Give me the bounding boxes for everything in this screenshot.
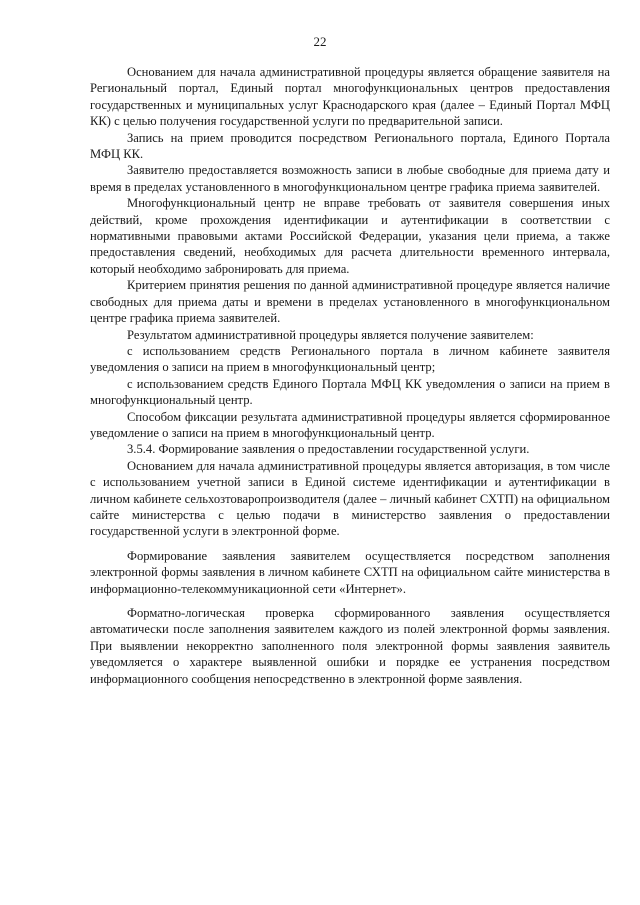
paragraph: Запись на прием проводится посредством Регионального портала, Единого Портала МФЦ КК. — [90, 130, 610, 162]
paragraph: Результатом административной процедуры является получение заявителем: — [127, 327, 534, 342]
paragraph: Основанием для начала административной процедуры является авторизация, в том числе с использованием учетной записи в Единой системе идентификации и аутентификации в личном кабинете сельхозтоваропроизводителя (далее – личный кабинет СХТП) на официальном сайте министерства с целью подачи в министерство заявления о предоставлении государственной услуги в электронной форме. — [90, 458, 610, 539]
paragraph: с использованием средств Единого Портала МФЦ КК уведомления о записи на прием в многофункциональный центр. — [90, 376, 610, 408]
paragraph: Формирование заявления заявителем осуществляется посредством заполнения электронной формы заявления в личном кабинете СХТП на официальном сайте министерства в информационно-телекоммуникационной сети «Интернет». — [90, 548, 610, 596]
paragraph: с использованием средств Регионального портала в личном кабинете заявителя уведомления о записи на прием в многофункциональный центр; — [90, 343, 610, 375]
paragraph: Форматно-логическая проверка сформированного заявления осуществляется автоматически после заполнения заявителем каждого из полей электронной формы заявления. При выявлении некорректно заполненного поля электронной формы заявления заявитель уведомляется о характере выявленной ошибки и порядке ее устранения посредством информационного сообщения непосредственно в электронной форме заявления. — [90, 606, 610, 686]
document-body — [90, 64, 610, 687]
paragraph: Способом фиксации результата административной процедуры является сформированное уведомление о записи на прием в многофункциональный центр. — [90, 409, 610, 440]
section-heading: 3.5.4. Формирование заявления о предоставлении государственной услуги. — [127, 442, 530, 457]
paragraph: Многофункциональный центр не вправе требовать от заявителя совершения иных действий, кроме прохождения идентификации и аутентификации в соответствии с нормативными правовыми актами Российской Федерации, указания цели приема, а также предоставления сведений, необходимых для расчета длительности временного интервала, который необходимо забронировать для приема. — [90, 196, 610, 276]
page-number: 22 — [313, 34, 327, 49]
paragraph: Критерием принятия решения по данной административной процедуре является наличие свободных для приема даты и времени в пределах установленного в многофункциональном центре графика приема заявителей. — [90, 278, 610, 326]
paragraph: Основанием для начала административной процедуры является обращение заявителя на Региональный портал, Единый портал многофункциональных центров предоставления государственных и муниципальных услуг Краснодарского края (далее – Единый Портал МФЦ КК) с целью получения государственной услуги по предварительной записи. — [90, 65, 610, 129]
paragraph: Заявителю предоставляется возможность записи в любые свободные для приема дату и время в пределах установленного в многофункциональном центре графика приема заявителей. — [90, 163, 610, 194]
